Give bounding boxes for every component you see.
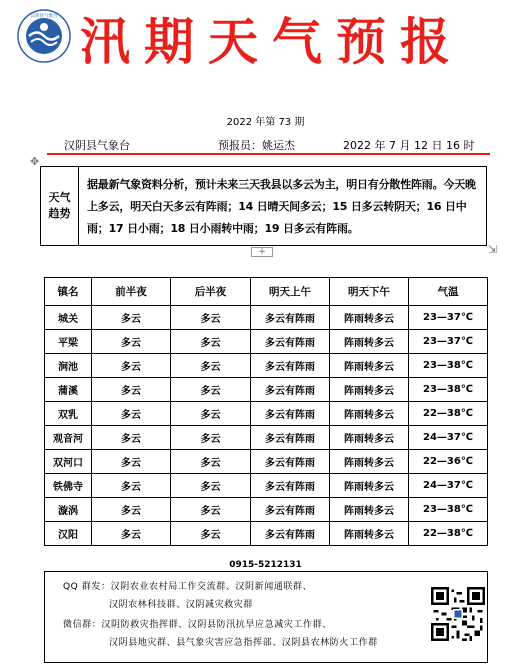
cell-second-half-night: 多云: [171, 306, 251, 330]
cell-town: 城关: [45, 306, 92, 330]
header-temperature: 气温: [409, 278, 488, 306]
cell-second-half-night: 多云: [171, 474, 251, 498]
header-tomorrow-afternoon: 明天下午: [330, 278, 409, 306]
cell-town: 涧池: [45, 354, 92, 378]
table-row: [45, 402, 488, 426]
cell-tomorrow-afternoon: 阵雨转多云: [330, 378, 409, 402]
cell-temperature: 23—37℃: [409, 330, 488, 354]
cell-town: 双乳: [45, 402, 92, 426]
cell-temperature: 23—38℃: [409, 498, 488, 522]
table-row: [45, 522, 488, 546]
table-row: [45, 306, 488, 330]
weather-bureau-logo: [17, 9, 71, 63]
resize-handle-icon[interactable]: ⇲: [488, 243, 498, 256]
cell-tomorrow-afternoon: 阵雨转多云: [330, 522, 409, 546]
cell-first-half-night: 多云: [92, 522, 171, 546]
qr-code-image: [431, 587, 485, 641]
header-town: 镇名: [45, 278, 92, 306]
cell-town: 观音河: [45, 426, 92, 450]
cell-temperature: 22—38℃: [409, 402, 488, 426]
table-row: [45, 330, 488, 354]
cell-tomorrow-afternoon: 阵雨转多云: [330, 330, 409, 354]
cell-first-half-night: 多云: [92, 402, 171, 426]
table-row: [45, 498, 488, 522]
cell-tomorrow-afternoon: 阵雨转多云: [330, 306, 409, 330]
cell-tomorrow-morning: 多云有阵雨: [251, 378, 330, 402]
contact-phone: 0915-5212131: [229, 560, 302, 570]
cell-town: 蒲溪: [45, 378, 92, 402]
cell-temperature: 24—37℃: [409, 426, 488, 450]
cell-town: 铁佛寺: [45, 474, 92, 498]
station-name: 汉阴县气象台: [64, 139, 130, 152]
logo-text: 汉阴县气象台: [30, 14, 58, 19]
cell-first-half-night: 多云: [92, 378, 171, 402]
cell-temperature: 22—38℃: [409, 522, 488, 546]
cell-first-half-night: 多云: [92, 426, 171, 450]
cell-tomorrow-morning: 多云有阵雨: [251, 306, 330, 330]
cell-second-half-night: 多云: [171, 354, 251, 378]
cell-temperature: 23—38℃: [409, 378, 488, 402]
cell-temperature: 24—37℃: [409, 474, 488, 498]
cell-first-half-night: 多云: [92, 306, 171, 330]
cell-first-half-night: 多云: [92, 354, 171, 378]
table-row: [45, 354, 488, 378]
table-header-row: [45, 278, 488, 306]
cell-tomorrow-afternoon: 阵雨转多云: [330, 498, 409, 522]
forecaster-name: 预报员：姚运杰: [218, 139, 295, 152]
trend-text: 据最新气象资料分析，预计未来三天我县以多云为主，明日有分散性阵雨。今天晚上多云，明天白天多云有阵雨；14 日晴天间多云；15 日多云转阴天；16 日中雨；17 日小雨；18 日小雨转中雨；19 日多云有阵雨。: [87, 178, 476, 235]
cell-town: 平梁: [45, 330, 92, 354]
add-row-icon[interactable]: +: [251, 247, 273, 257]
header-divider: [47, 153, 490, 155]
issue-date: 2022 年 7 月 12 日 16 时: [343, 139, 475, 152]
cell-tomorrow-afternoon: 阵雨转多云: [330, 402, 409, 426]
header-tomorrow-morning: 明天上午: [251, 278, 330, 306]
cell-town: 汉阳: [45, 522, 92, 546]
page-title: 汛期天气预报: [80, 12, 464, 71]
cell-tomorrow-afternoon: 阵雨转多云: [330, 450, 409, 474]
cell-temperature: 23—38℃: [409, 354, 488, 378]
cell-second-half-night: 多云: [171, 402, 251, 426]
weather-trend-box: [40, 166, 487, 246]
cell-tomorrow-morning: 多云有阵雨: [251, 330, 330, 354]
header-second-half-night: 后半夜: [171, 278, 251, 306]
cell-second-half-night: 多云: [171, 522, 251, 546]
table-row: [45, 378, 488, 402]
cell-temperature: 23—37℃: [409, 306, 488, 330]
table-row: [45, 426, 488, 450]
cell-temperature: 22—36℃: [409, 450, 488, 474]
cell-tomorrow-morning: 多云有阵雨: [251, 402, 330, 426]
cell-first-half-night: 多云: [92, 330, 171, 354]
cell-second-half-night: 多云: [171, 498, 251, 522]
table-row: [45, 450, 488, 474]
trend-label-line1: 天气: [48, 191, 71, 204]
qq-groups-line1: QQ 群发：汉阴农业农村局工作交流群、汉阴新闻通联群、: [63, 582, 313, 592]
trend-label: [41, 167, 79, 245]
header-first-half-night: 前半夜: [92, 278, 171, 306]
cell-tomorrow-morning: 多云有阵雨: [251, 498, 330, 522]
cell-tomorrow-afternoon: 阵雨转多云: [330, 474, 409, 498]
cell-first-half-night: 多云: [92, 474, 171, 498]
cell-second-half-night: 多云: [171, 426, 251, 450]
cell-tomorrow-afternoon: 阵雨转多云: [330, 354, 409, 378]
wechat-groups-line2: 汉阴县地灾群、县气象灾害应急指挥部、汉阴县农林防火工作群: [109, 638, 378, 648]
qq-groups-line2: 汉阴农林科技群、汉阴减灾救灾群: [109, 600, 254, 610]
cell-tomorrow-afternoon: 阵雨转多云: [330, 426, 409, 450]
cell-tomorrow-morning: 多云有阵雨: [251, 474, 330, 498]
table-row: [45, 474, 488, 498]
cell-first-half-night: 多云: [92, 450, 171, 474]
cell-second-half-night: 多云: [171, 378, 251, 402]
cell-tomorrow-morning: 多云有阵雨: [251, 450, 330, 474]
forecast-table: [44, 277, 488, 546]
table-move-handle-icon[interactable]: ✥: [30, 155, 40, 168]
cell-second-half-night: 多云: [171, 450, 251, 474]
cell-tomorrow-morning: 多云有阵雨: [251, 354, 330, 378]
wechat-groups-line1: 微信群：汉阴防救灾指挥群、汉阴县防汛抗旱应急减灾工作群、: [63, 620, 332, 630]
cell-first-half-night: 多云: [92, 498, 171, 522]
issue-number: 2022 年第 73 期: [226, 117, 305, 128]
trend-label-line2: 趋势: [48, 207, 71, 220]
cell-tomorrow-morning: 多云有阵雨: [251, 426, 330, 450]
cell-tomorrow-morning: 多云有阵雨: [251, 522, 330, 546]
cell-town: 双河口: [45, 450, 92, 474]
cell-second-half-night: 多云: [171, 330, 251, 354]
cell-town: 漩涡: [45, 498, 92, 522]
